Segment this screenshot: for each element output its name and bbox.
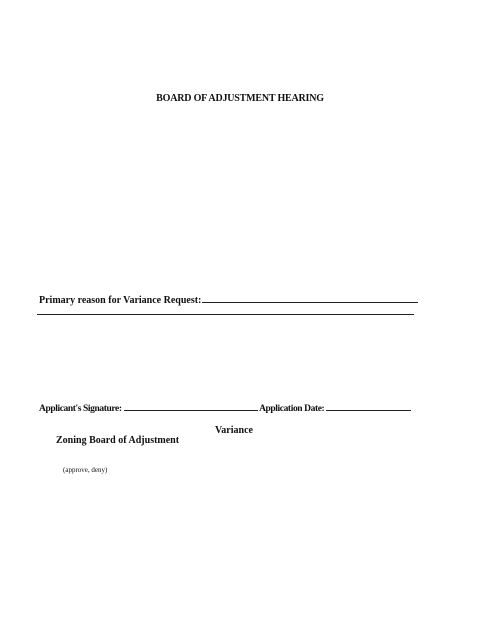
primary-reason-continuation-blank[interactable]: [37, 314, 414, 315]
applicant-signature-blank[interactable]: [124, 401, 258, 411]
decision-note: (approve, deny): [63, 466, 108, 474]
application-date-blank[interactable]: [326, 401, 411, 411]
application-date-label: Application Date:: [259, 404, 325, 414]
primary-reason-label: Primary reason for Variance Request:: [39, 295, 202, 306]
primary-reason-blank[interactable]: [202, 292, 418, 303]
document-title: BOARD OF ADJUSTMENT HEARING: [156, 93, 324, 104]
primary-reason-row: [39, 292, 418, 306]
board-label: Zoning Board of Adjustment: [56, 435, 180, 446]
variance-label: Variance: [215, 425, 253, 436]
applicant-signature-label: Applicant's Signature:: [39, 404, 122, 414]
signature-row: [39, 401, 411, 414]
